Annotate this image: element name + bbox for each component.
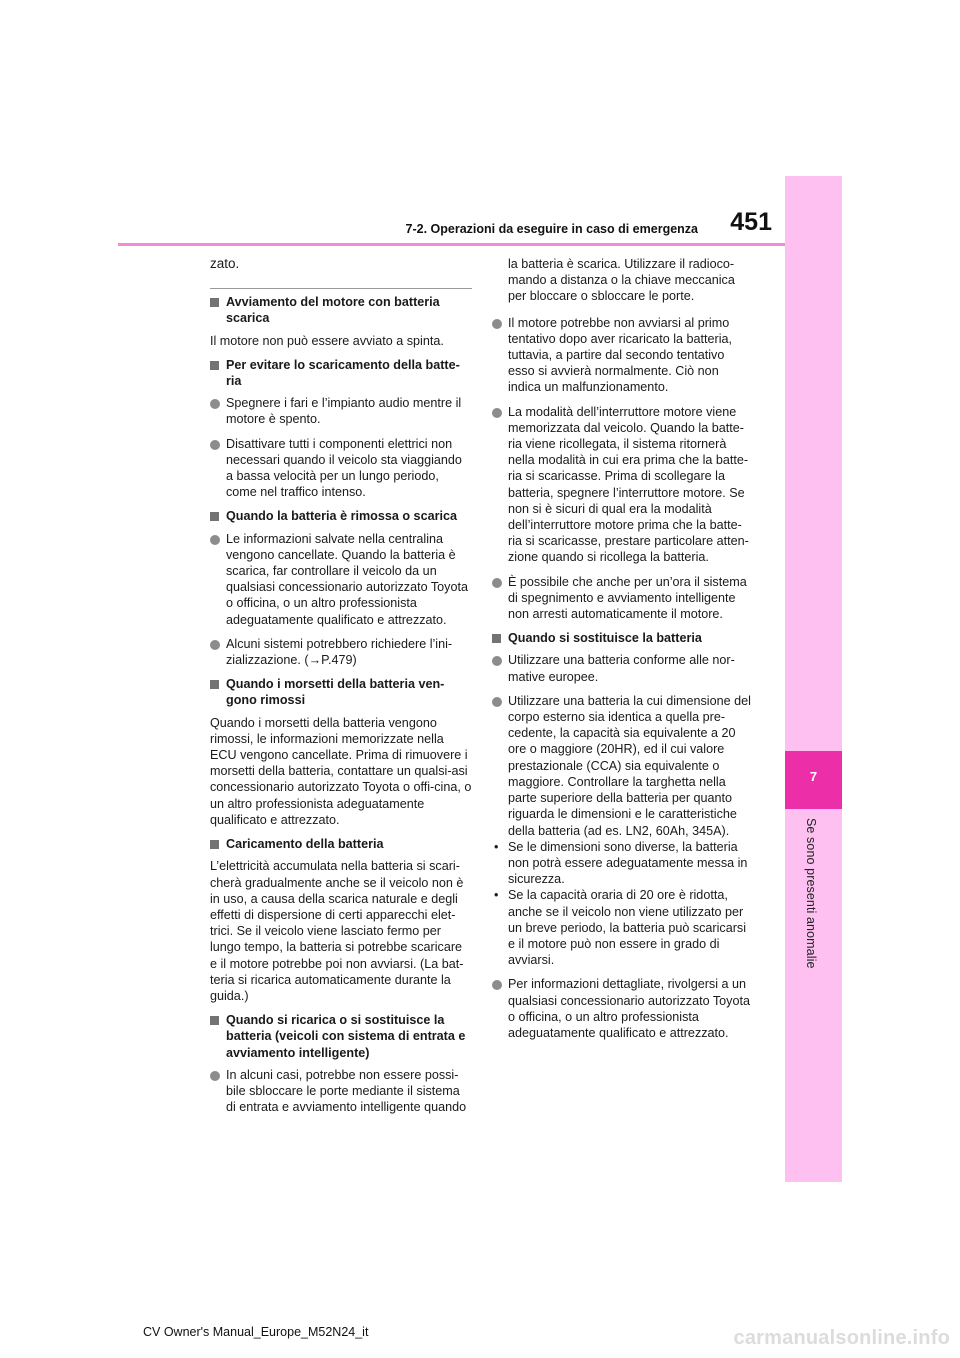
- round-bullet-icon: [492, 578, 502, 588]
- bullet-item: In alcuni casi, potrebbe non essere possi-bile sbloccare le porte mediante il sistema di entrata e avviamento intelligente quando: [210, 1067, 472, 1116]
- section-heading: Caricamento della batteria: [210, 836, 472, 852]
- round-bullet-icon: [492, 697, 502, 707]
- section-heading: Quando si ricarica o si sostituisce la batteria (veicoli con sistema di entrata e avviamento intelligente): [210, 1012, 472, 1061]
- sub-bullet-mark: •: [494, 888, 499, 903]
- square-bullet-icon: [210, 361, 219, 370]
- chapter-title: Se sono presenti anomalie: [804, 818, 818, 969]
- sub-bullet-item: • Se la capacità oraria di 20 ore è ridotta, anche se il veicolo non viene utilizzato per un breve periodo, la batteria può scaricarsi e il motore può non essere in grado di avviarsi.: [494, 888, 747, 968]
- section-divider: [210, 288, 472, 289]
- bullet-item: Disattivare tutti i componenti elettrici non necessari quando il veicolo sta viaggiando a bassa velocità per un lungo periodo, come nel traffico intenso.: [210, 436, 472, 501]
- round-bullet-icon: [210, 440, 220, 450]
- left-column: [210, 256, 472, 1123]
- sub-bullet-item: • Se le dimensioni sono diverse, la batteria non potrà essere adeguatamente messa in sicurezza.: [494, 839, 748, 887]
- section-heading: Avviamento del motore con batteria scarica: [210, 294, 472, 326]
- round-bullet-icon: [492, 408, 502, 418]
- continued-text: zato.: [210, 256, 240, 271]
- bullet-item: È possibile che anche per un’ora il sistema di spegnimento e avviamento intelligente non arresti automaticamente il motore.: [492, 574, 754, 623]
- square-bullet-icon: [210, 298, 219, 307]
- page-number: 451: [730, 208, 772, 236]
- bullet-item: La modalità dell’interruttore motore viene memorizzata dal veicolo. Quando la batte-ria viene ricollegata, il sistema ritornerà nella modalità in cui era prima che la batte-ria si scaricasse. Prima di scollegare la batteria, spegnere l’interruttore motore. Se non si è sicuri di qual era la modalità dell’interruttore motore prima che la batte-ria si scaricasse, prestare particolare atten-zione quando si ricollega la batteria.: [492, 404, 754, 566]
- square-bullet-icon: [210, 512, 219, 521]
- round-bullet-icon: [492, 319, 502, 329]
- square-bullet-icon: [210, 680, 219, 689]
- bullet-item: Per informazioni dettagliate, rivolgersi a un qualsiasi concessionario autorizzato Toyota o officina, o un altro professionista adeguatamente qualificato e attrezzato.: [492, 976, 754, 1041]
- chapter-side-tab: [785, 176, 842, 1182]
- section-heading: Quando si sostituisce la batteria: [492, 630, 754, 646]
- bullet-item: Il motore potrebbe non avviarsi al primo tentativo dopo aver ricaricato la batteria, tuttavia, a partire dal secondo tentativo esso si avvierà normalmente. Ciò non indica un malfunzionamento.: [492, 315, 754, 396]
- paragraph: Quando i morsetti della batteria vengono rimossi, le informazioni memorizzate nella ECU vengono cancellate. Prima di rimuovere i morsetti della batteria, contattare un qualsi-asi concessionario autorizzato Toyota o offi-cina, o un altro professionista adeguatamente qualificato e attrezzato.: [210, 715, 472, 827]
- bullet-item: Alcuni sistemi potrebbero richiedere l’ini-zializzazione. (→P.479): [210, 636, 472, 668]
- chapter-number: 7: [809, 769, 818, 784]
- section-heading: Per evitare lo scaricamento della batte-ria: [210, 357, 472, 389]
- right-column: [492, 256, 754, 1049]
- round-bullet-icon: [210, 1071, 220, 1081]
- watermark: carmanualsonline.info: [733, 1327, 950, 1349]
- continued-text: la batteria è scarica. Utilizzare il radioco-mando a distanza o la chiave meccanica per bloccare o sbloccare le porte.: [508, 257, 735, 304]
- sub-bullet-mark: •: [494, 839, 499, 854]
- bullet-item: Utilizzare una batteria la cui dimensione del corpo esterno sia identica a quella pre-cedente, la capacità sia equivalente a 20 ore o maggiore (20HR), ed il cui valore prestazionale (CCA) sia equivalente o maggiore. Controllare la targhetta nella parte superiore della batteria per quanto riguarda le dimensioni e le caratteristiche della batteria (ad es. LN2, 60Ah, 345A).: [492, 693, 754, 839]
- round-bullet-icon: [210, 399, 220, 409]
- paragraph: Il motore non può essere avviato a spinta.: [210, 333, 444, 348]
- manual-footer: CV Owner's Manual_Europe_M52N24_it: [143, 1325, 369, 1339]
- square-bullet-icon: [492, 634, 501, 643]
- round-bullet-icon: [492, 656, 502, 666]
- square-bullet-icon: [210, 840, 219, 849]
- round-bullet-icon: [210, 535, 220, 545]
- square-bullet-icon: [210, 1016, 219, 1025]
- bullet-item: Spegnere i fari e l’impianto audio mentre il motore è spento.: [210, 395, 472, 427]
- bullet-item: Le informazioni salvate nella centralina vengono cancellate. Quando la batteria è scarica, far controllare il veicolo da un qualsiasi concessionario autorizzato Toyota o officina, o un altro professionista adeguatamente qualificato e attrezzato.: [210, 531, 472, 628]
- bullet-item: Utilizzare una batteria conforme alle nor-mative europee.: [492, 652, 754, 684]
- section-heading: Quando la batteria è rimossa o scarica: [210, 508, 472, 524]
- header-rule: [118, 243, 785, 246]
- round-bullet-icon: [210, 640, 220, 650]
- round-bullet-icon: [492, 980, 502, 990]
- section-heading: Quando i morsetti della batteria ven-gono rimossi: [210, 676, 472, 708]
- paragraph: L’elettricità accumulata nella batteria si scari-cherà gradualmente anche se il veicolo non è in uso, a causa della scarica naturale e degli effetti di dispersione di certi apparecchi elet-trici. Se il veicolo viene lasciato fermo per lungo tempo, la batteria si potrebbe scaricare e il motore potrebbe poi non avviarsi. (La bat-teria si ricarica automaticamente durante la guida.): [210, 859, 464, 1003]
- section-title: 7-2. Operazioni da eseguire in caso di emergenza: [405, 222, 698, 236]
